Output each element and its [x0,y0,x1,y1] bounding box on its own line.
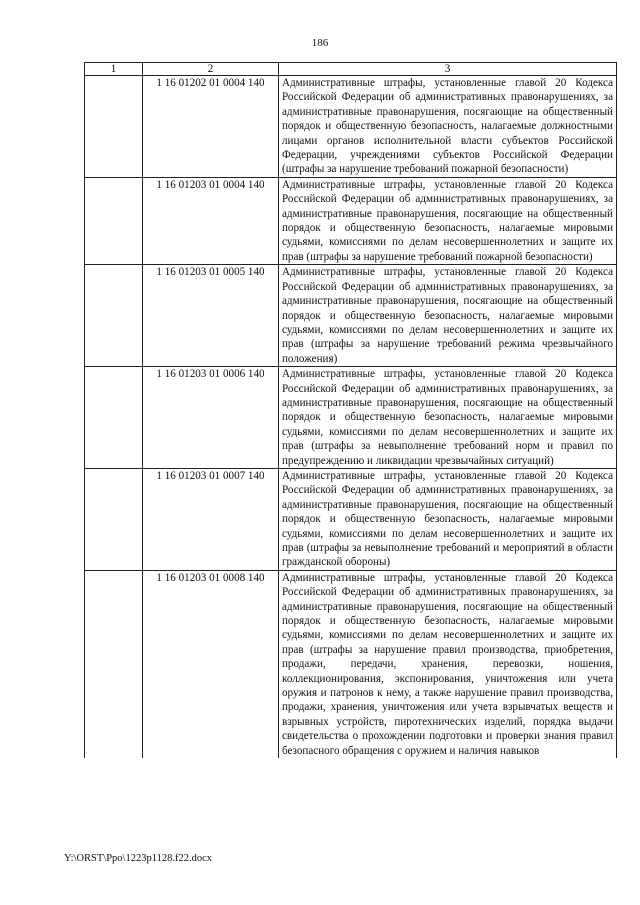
table-row [85,468,617,570]
footer-file-path: Y:\ORST\Ppo\1223p1128.f22.docx [64,853,212,864]
table-row [85,177,617,264]
revenue-code-cell: 1 16 01203 01 0007 140 [143,468,279,570]
table-row [85,265,617,367]
description-cell: Административные штрафы, установленные главой 20 Кодекса Российской Федерации об административных правонарушениях, за административные правонарушения, посягающие на общественный порядок и общественную безопасность, налагаемые должностными лицами органов исполнительной власти субъектов Российской Федерации, учреждениями субъектов Российской Федерации (штрафы за нарушение требований пожарной безопасности) [279,76,617,178]
description-cell: Административные штрафы, установленные главой 20 Кодекса Российской Федерации об административных правонарушениях, за административные правонарушения, посягающие на общественный порядок и общественную безопасность, налагаемые мировыми судьями, комиссиями по делам несовершеннолетних и защите их прав (штрафы за нарушение требований пожарной безопасности) [279,177,617,264]
row-col1-cell [85,265,143,367]
table-row [85,570,617,758]
description-cell: Административные штрафы, установленные главой 20 Кодекса Российской Федерации об административных правонарушениях, за административные правонарушения, посягающие на общественный порядок и общественную безопасность, налагаемые мировыми судьями, комиссиями по делам несовершеннолетних и защите их прав (штрафы за невыполнение требований норм и правил по предупреждению и ликвидации чрезвычайных ситуаций) [279,367,617,469]
table-header-row [85,63,617,76]
row-col1-cell [85,76,143,178]
revenue-code-cell: 1 16 01202 01 0004 140 [143,76,279,178]
revenue-code-cell: 1 16 01203 01 0005 140 [143,265,279,367]
table-row [85,367,617,469]
page-number: 186 [311,37,329,49]
column-header-1: 1 [85,63,143,76]
row-col1-cell [85,367,143,469]
description-cell: Административные штрафы, установленные главой 20 Кодекса Российской Федерации об административных правонарушениях, за административные правонарушения, посягающие на общественный порядок и общественную безопасность, налагаемые мировыми судьями, комиссиями по делам несовершеннолетних и защите их прав (штрафы за нарушение требований режима чрезвычайного положения) [279,265,617,367]
description-cell: Административные штрафы, установленные главой 20 Кодекса Российской Федерации об административных правонарушениях, за административные правонарушения, посягающие на общественный порядок и общественную безопасность, налагаемые мировыми судьями, комиссиями по делам несовершеннолетних и защите их прав (штрафы за невыполнение требований и мероприятий в области гражданской обороны) [279,468,617,570]
table-row [85,76,617,178]
column-header-2: 2 [143,63,279,76]
budget-code-table [84,62,617,758]
description-cell: Административные штрафы, установленные главой 20 Кодекса Российской Федерации об административных правонарушениях, за административные правонарушения, посягающие на общественный порядок и общественную безопасность, налагаемые мировыми судьями, комиссиями по делам несовершеннолетних и защите их прав (штрафы за нарушение правил производства, приобретения, продажи, передачи, хранения, перевозки, ношения, коллекционирования, экспонирования, уничтожения или учета оружия и патронов к нему, а также нарушение правил производства, продажи, хранения, уничтожения или учета взрывчатых веществ и взрывных устройств, пиротехнических изделий, порядка выдачи свидетельства о прохождении подготовки и проверки знания правил безопасного обращения с оружием и наличия навыков [279,570,617,758]
revenue-code-cell: 1 16 01203 01 0004 140 [143,177,279,264]
revenue-code-cell: 1 16 01203 01 0006 140 [143,367,279,469]
revenue-code-cell: 1 16 01203 01 0008 140 [143,570,279,758]
row-col1-cell [85,468,143,570]
row-col1-cell [85,570,143,758]
row-col1-cell [85,177,143,264]
column-header-3: 3 [279,63,617,76]
